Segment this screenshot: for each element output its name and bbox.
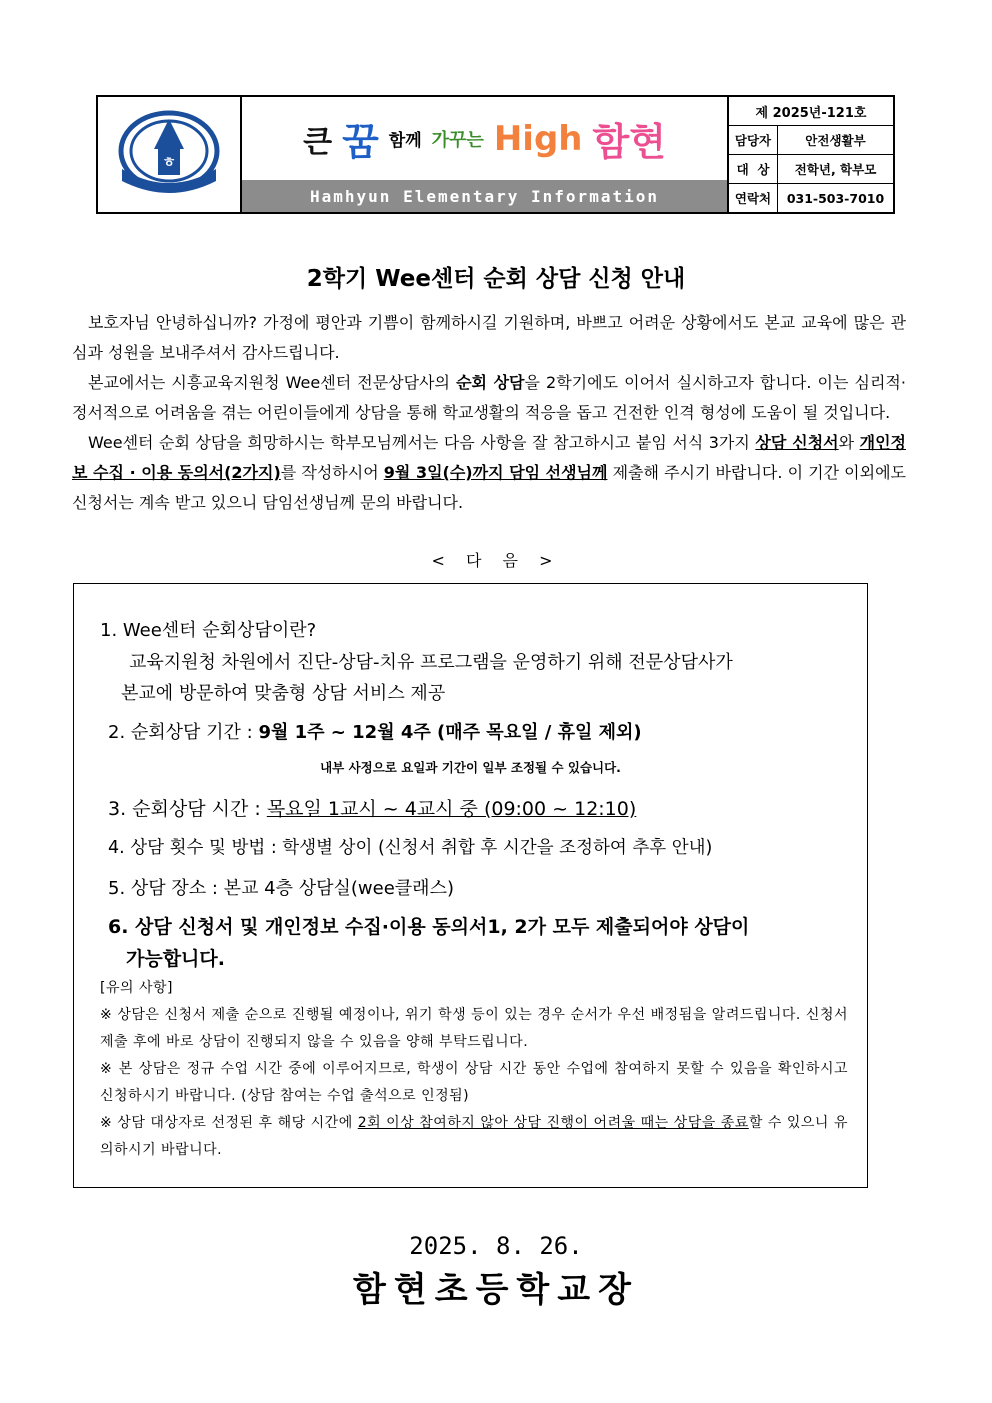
letterhead — [96, 95, 895, 214]
info-table — [729, 97, 893, 212]
info-row-contact — [729, 184, 893, 212]
slogan-keun: 큰 — [303, 124, 333, 160]
item-6-a: 6. 상담 신청서 및 개인정보 수집·이용 동의서1, 2가 모두 제출되어야 상담이 — [108, 916, 750, 938]
info-value: 전학년, 학부모 — [794, 162, 877, 177]
note-3: ※ 상담 대상자로 선정된 후 해당 시간에 2회 이상 참여하지 않아 상담 진행이 어려울 때는 상담을 종료할 수 있으니 유의하시기 바랍니다. — [100, 1115, 848, 1158]
info-label: 연락처 — [729, 184, 778, 212]
signature: 함현초등학교장 — [353, 1270, 639, 1310]
highlight-text: 순회 상담 — [456, 373, 525, 392]
info-row-target — [729, 155, 893, 184]
item-2: 2. 순회상담 기간 : 9월 1주 ~ 12월 4주 (매주 목요일 / 휴일 제외) — [108, 722, 642, 743]
issue-date: 2025. 8. 26. — [409, 1232, 583, 1260]
time-value: 목요일 1교시 ~ 4교시 중 (09:00 ~ 12:10) — [266, 798, 637, 820]
period-value: 9월 1주 ~ 12월 4주 (매주 목요일 / 휴일 제외) — [258, 722, 642, 743]
intro-paragraph-3: Wee센터 순회 상담을 희망하시는 학부모님께서는 다음 사항을 잘 참고하시고 붙임 서식 3가지 상담 신청서와 개인정보 수집 · 이용 동의서(2가지)를 작성하시어 9월 3일(수)까지 담임 선생님께 제출해 주시기 바랍니다. 이 기간 이외에도 신청서는 계속 받고 있으니 담임선생님께 문의 바랍니다. — [72, 433, 906, 512]
info-value: 안전생활부 — [805, 133, 866, 148]
deadline-text: 9월 3일(수)까지 담임 선생님께 — [383, 463, 608, 482]
intro-paragraph-2: 본교에서는 시흥교육지원청 Wee센터 전문상담사의 순회 상담을 2학기에도 이어서 실시하고자 합니다. 이는 심리적·정서적으로 어려움을 겪는 어린이들에게 상담을 통해 학교생활의 적응을 돕고 건전한 인격 형성에 도움이 될 것입니다. — [72, 373, 906, 422]
document-title: 2학기 Wee센터 순회 상담 신청 안내 — [306, 266, 686, 292]
section-marker: < 다 음 > — [431, 551, 561, 570]
notes-heading: [유의 사항] — [100, 980, 173, 996]
title-block — [242, 97, 729, 212]
subtitle-bar: Hamhyun Elementary Information — [242, 180, 727, 212]
info-row-manager — [729, 126, 893, 155]
slogan-high: High — [493, 118, 583, 159]
item-4: 4. 상담 횟수 및 방법 : 학생별 상이 (신청서 취합 후 시간을 조정하여 추후 안내) — [108, 838, 713, 858]
item-2-note: 내부 사정으로 요일과 기간이 일부 조정될 수 있습니다. — [320, 760, 621, 775]
highlight-text: 개인정보 수집 · 이용 동의서(2가지) — [72, 433, 906, 482]
details-box — [73, 583, 868, 1188]
item-1-heading: 1. Wee센터 순회상담이란? — [100, 620, 317, 641]
item-5: 5. 상담 장소 : 본교 4층 상담실(wee클래스) — [108, 878, 454, 899]
slogan-hamkke: 함께 — [388, 131, 422, 151]
intro-paragraph-1: 보호자님 안녕하십니까? 가정에 평안과 기쁨이 함께하시길 기원하며, 바쁘고 어려운 상황에서도 본교 교육에 많은 관심과 성원을 보내주셔서 감사드립니다. — [72, 313, 906, 362]
svg-text:ㅎ: ㅎ — [162, 154, 176, 171]
school-emblem-icon — [114, 109, 224, 201]
intro-text — [72, 308, 906, 518]
item-1-desc-a: 교육지원청 차원에서 진단-상담-치유 프로그램을 운영하기 위해 전문상담사가 — [129, 652, 733, 673]
info-label: 담당자 — [729, 126, 778, 154]
underlined-text: 2회 이상 참여하지 않아 상담 진행이 어려울 때는 상담을 종료 — [357, 1115, 749, 1131]
item-6-b: 가능합니다. — [126, 948, 225, 970]
item-3: 3. 순회상담 시간 : 목요일 1교시 ~ 4교시 중 (09:00 ~ 12:10) — [108, 798, 637, 820]
item-1-desc-b: 본교에 방문하여 맞춤형 상담 서비스 제공 — [121, 683, 446, 704]
info-value: 031-503-7010 — [786, 190, 885, 206]
slogan-kkum: 꿈 — [342, 120, 379, 164]
slogan — [242, 97, 727, 180]
slogan-hamhyun: 함현 — [592, 120, 666, 164]
note-2: ※ 본 상담은 정규 수업 시간 중에 이루어지므로, 학생이 상담 시간 동안 수업에 참여하지 못할 수 있음을 확인하시고 신청하시기 바랍니다. (상담 참여는 수업 출석으로 인정됨) — [100, 1061, 848, 1104]
document-number: 제 2025년-121호 — [729, 97, 893, 126]
note-1: ※ 상담은 신청서 제출 순으로 진행될 예정이나, 위기 학생 등이 있는 경우 순서가 우선 배정됨을 알려드립니다. 신청서 제출 후에 바로 상담이 진행되지 않을 수 있음을 양해 부탁드립니다. — [100, 1007, 848, 1050]
highlight-text: 상담 신청서 — [755, 433, 839, 452]
info-label: 대 상 — [729, 155, 778, 183]
slogan-gakkuneun: 가꾸는 — [431, 129, 484, 151]
school-logo — [98, 97, 242, 212]
